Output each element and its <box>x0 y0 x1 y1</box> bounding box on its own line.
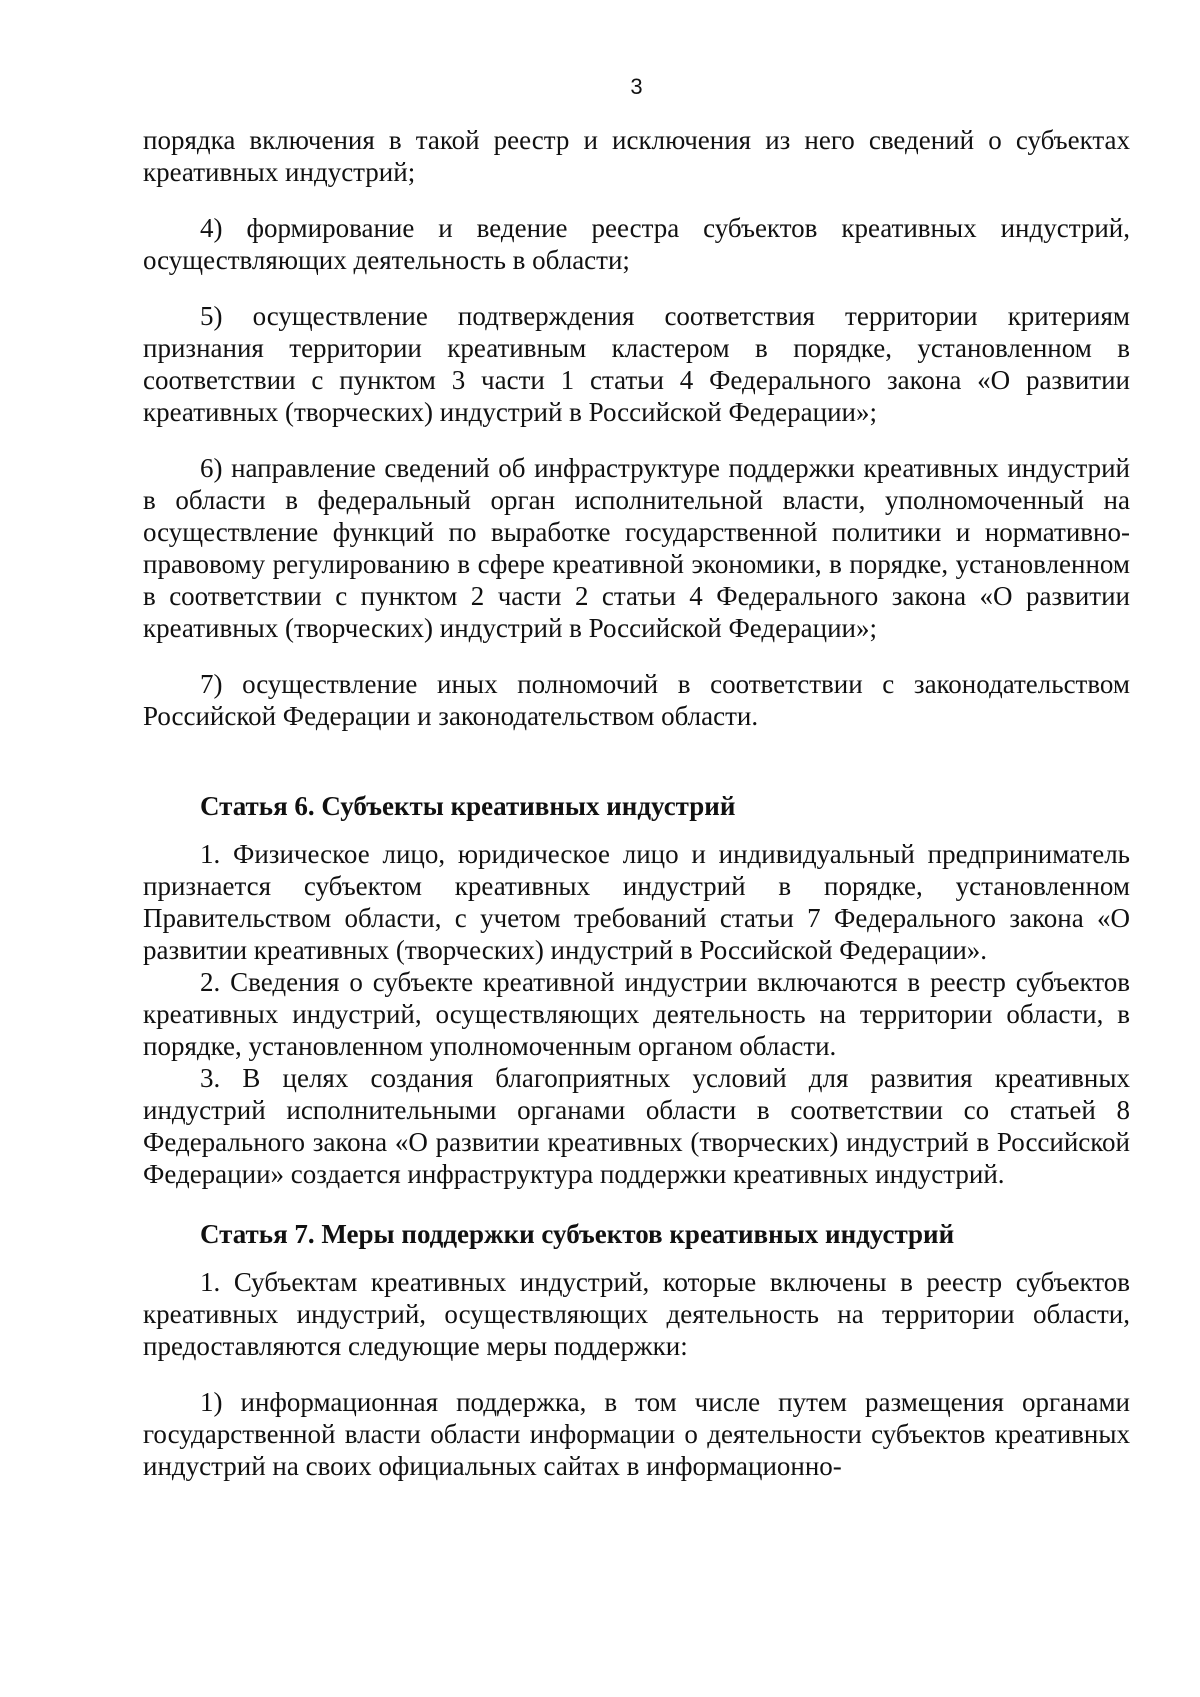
article5-item-7: 7) осуществление иных полномочий в соответствии с законодательством Российской Федерации и законодательством области. <box>143 669 1130 731</box>
article7-heading: Статья 7. Меры поддержки субъектов креативных индустрий <box>200 1219 955 1249</box>
page-number: 3 <box>630 74 643 99</box>
article6-paragraph-2: 2. Сведения о субъекте креативной индустрии включаются в реестр субъектов креативных индустрий, осуществляющих деятельность на территории области, в порядке, установленном уполномоченным органом области. <box>143 967 1130 1061</box>
article5-item-6: 6) направление сведений об инфраструктуре поддержки креативных индустрий в области в федеральный орган исполнительной власти, уполномоченный на осуществление функций по выработке государственной политики и нормативно-правовому регулированию в сфере креативной экономики, в порядке, установленном в соответствии с пунктом 2 части 2 статьи 4 Федерального закона «О развитии креативных (творческих) индустрий в Российской Федерации»; <box>143 453 1130 643</box>
article6-paragraph-1: 1. Физическое лицо, юридическое лицо и индивидуальный предприниматель признается субъектом креативных индустрий в порядке, установленном Правительством области, с учетом требований статьи 7 Федерального закона «О развитии креативных (творческих) индустрий в Российской Федерации». <box>143 839 1130 965</box>
article7-paragraph-2: 1) информационная поддержка, в том числе путем размещения органами государственной власти области информации о деятельности субъектов креативных индустрий на своих официальных сайтах в информационно- <box>143 1387 1130 1481</box>
article7-paragraph-1: 1. Субъектам креативных индустрий, которые включены в реестр субъектов креативных индустрий, осуществляющих деятельность на территории области, предоставляются следующие меры поддержки: <box>143 1267 1130 1361</box>
article6-heading: Статья 6. Субъекты креативных индустрий <box>200 791 736 821</box>
paragraph-intro: порядка включения в такой реестр и исключения из него сведений о субъектах креативных индустрий; <box>143 125 1130 187</box>
article6-paragraph-3: 3. В целях создания благоприятных условий для развития креативных индустрий исполнительными органами области в соответствии со статьей 8 Федерального закона «О развитии креативных (творческих) индустрий в Российской Федерации» создается инфраструктура поддержки креативных индустрий. <box>143 1063 1130 1189</box>
article5-item-5: 5) осуществление подтверждения соответствия территории критериям признания территории креативным кластером в порядке, установленном в соответствии с пунктом 3 части 1 статьи 4 Федерального закона «О развитии креативных (творческих) индустрий в Российской Федерации»; <box>143 301 1130 427</box>
article5-item-4: 4) формирование и ведение реестра субъектов креативных индустрий, осуществляющих деятельность в области; <box>143 213 1130 275</box>
